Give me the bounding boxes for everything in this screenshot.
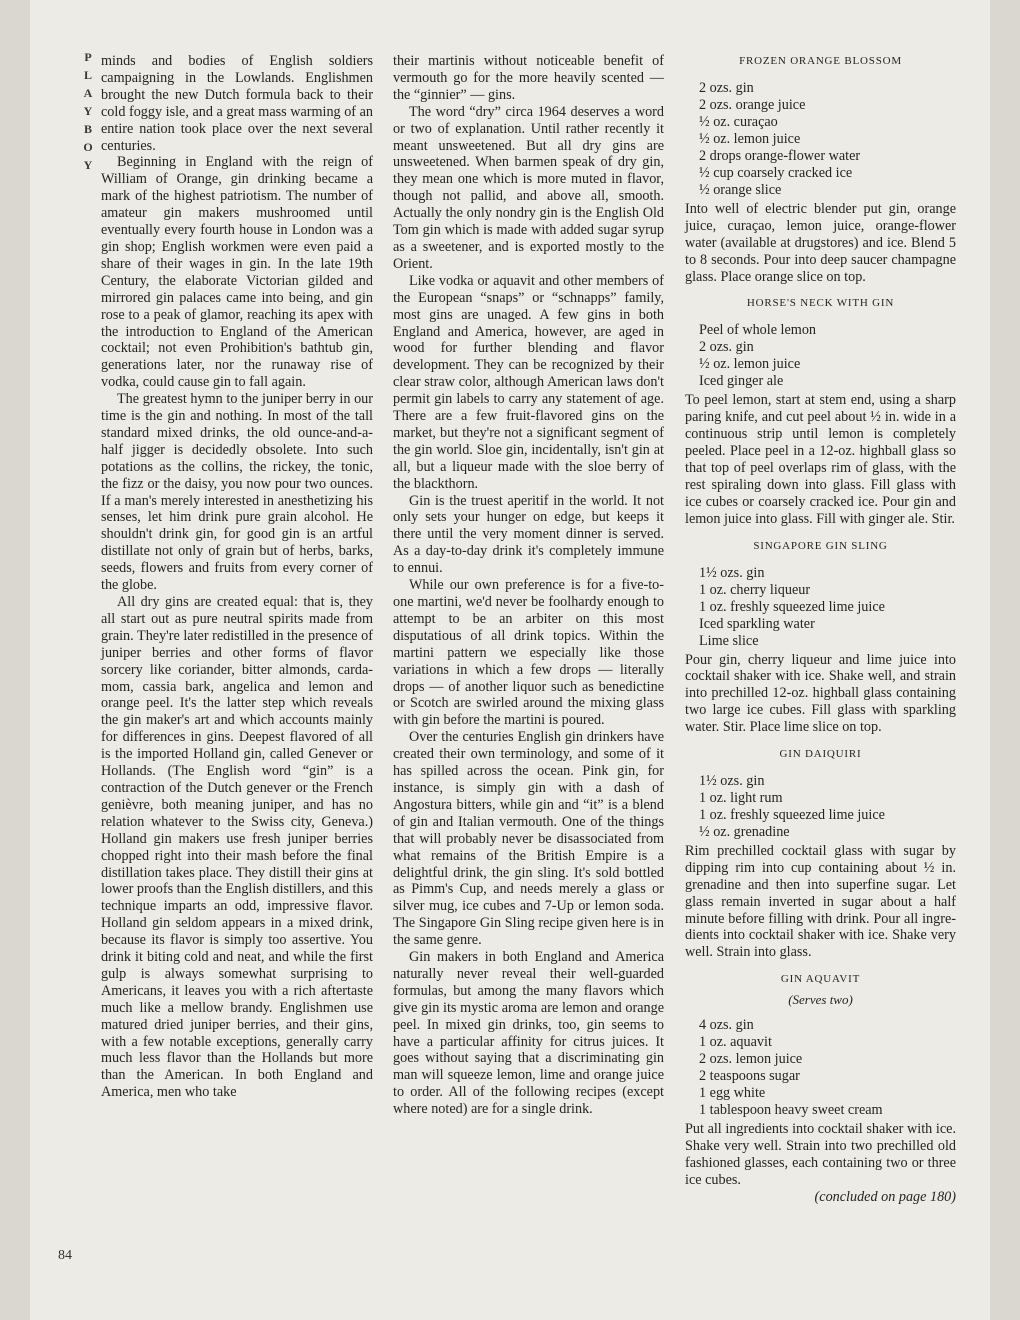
ingredient: 2 drops orange-flower water [699, 147, 861, 164]
recipe-title: FROZEN ORANGE BLOSSOM [739, 55, 902, 67]
text-column-2 [393, 53, 664, 1118]
magazine-name-vertical: P L A Y B O Y [83, 50, 93, 172]
ingredient: ½ oz. lemon juice [699, 130, 801, 147]
ingredient: 1 oz. freshly squeezed lime juice [699, 598, 885, 615]
recipe-instructions: Pour gin, cherry liqueur and lime juice into cocktail shaker with ice. Shake well, and strain into prechilled 12-oz. highball glass containing two large ice cubes. Fill glass with sparkling water. Stir. Place lime slice on top. [685, 651, 956, 736]
recipe-instructions: To peel lemon, start at stem end, using a sharp paring knife, and cut peel about ½ in. wide in a continuous strip until lemon is completely peeled. Place peel in a 12-oz. highball glass so that top of peel overlaps rim of glass, with the rest spiraling down into glass. Fill glass with ice cubes or coarsely cracked ice. Pour gin and lemon juice into glass. Fill with ginger ale. Stir. [685, 392, 956, 527]
ingredient: 2 ozs. orange juice [699, 96, 806, 113]
ingredient-list [685, 80, 956, 199]
ingredient: Lime slice [699, 632, 759, 649]
ingredient: 2 ozs. lemon juice [699, 1051, 803, 1068]
page-number: 84 [58, 1248, 72, 1263]
ingredient: 4 ozs. gin [699, 1017, 754, 1034]
ingredient: ½ oz. curaçao [699, 113, 778, 130]
recipe-instructions: Rim prechilled cocktail glass with sugar by dipping rim into cup containing about ½ in. grenadine and then into superfine sugar. Let glass remain inverted in sugar about a half minute before filling with drink. Pour all ingredients into cocktail shaker with ice. Shake very well. Strain into glass. [685, 842, 956, 961]
paragraph: The greatest hymn to the juniper berry in our time is the gin and nothing. In most of the tall standard mixed drinks, the old ounce-and-a-half jigger is decidedly obsolete. Into such potations as the collins, the rickey, the tonic, the fizz or the daisy, you now pour two ounces. If a man's merely interested in anesthetizing his senses, let him drink pure grain alcohol. He shouldn't drink gin, for good gin is an artful distillate not only of grain but of herbs, barks, seeds, flowers and fruits from every corner of the globe. [101, 391, 373, 594]
paragraph: Gin is the truest aperitif in the world. It not only sets your hunger on edge, but keeps it there until the very moment dinner is served. As a day-to-day drink it's completely immune to ennui. [393, 492, 664, 577]
paragraph: Gin makers in both England and America naturally never reveal their well-guarded formulas, but among the many flavors which give gin its mystic aroma are lemon and orange peel. In mixed gin drinks, too, gin seems to have a particular affinity for citrus juices. It goes without saying that a discriminating gin man will squeeze lemon, lime and orange juice to order. All of the following recipes (except where noted) are for a single drink. [393, 949, 664, 1118]
continued-note: (concluded on page 180) [814, 1188, 956, 1205]
ingredient: 1 oz. cherry liqueur [699, 581, 811, 598]
ingredient-list [685, 773, 956, 841]
ingredient: 2 ozs. gin [699, 339, 754, 356]
recipe-title: HORSE'S NECK WITH GIN [746, 297, 895, 310]
recipe-title: SINGAPORE GIN SLING [753, 539, 888, 552]
ingredient: 1½ ozs. gin [699, 564, 765, 581]
paragraph: Over the centuries English gin drinkers have created their own terminology, and some of it has spilled across the ocean. Pink gin, for instance, is simply gin with a dash of Angostura bitters, while gin and “it” is a blend of gin and Italian vermouth. One of the things that will probably never be disassociated from what remains of the British Empire is a delightful drink, the gin sling. It's sold bottled as Pimm's Cup, and needs merely a glass or silver mug, ice cubes and 7-Up or lemon soda. The Singapore Gin Sling recipe given here is in the same genre. [393, 729, 664, 949]
ingredient: Peel of whole lemon [699, 322, 817, 339]
ingredient: 1 oz. freshly squeezed lime juice [699, 806, 885, 823]
ingredient-list [685, 1017, 956, 1119]
recipe-title: GIN AQUAVIT [780, 973, 861, 986]
recipe-title: GIN DAIQUIRI [779, 748, 862, 761]
ingredient: 2 teaspoons sugar [699, 1068, 800, 1085]
paragraph: While our own preference is for a five-to-one martini, we'd never be foolhardy enough to attempt to be an arbiter on this most disputatious of all drink topics. Within the martini pattern we especially like those variations in which a few drops — literally drops — of another liquor such as benedictine or Scotch are swirled around the mixing glass with gin before the martini is poured. [393, 577, 664, 729]
paragraph: minds and bodies of English soldiers campaigning in the Lowlands. Englishmen brought the new Dutch formula back to their cold foggy isle, and a great mass warming of an entire nation took place over the next several centuries. [101, 53, 373, 154]
paragraph: All dry gins are created equal: that is, they all start out as pure neutral spirits made from grain. They're later redistilled in the presence of juniper berries and other forms of flavor sorcery like coriander, bitter almonds, cardamom, cassia bark, angelica and lemon and orange peel. It's the latter step which reveals the gin maker's art and which accounts mainly for differences in gins. Deepest flavored of all is the imported Holland gin, called Genever or Hollands. (The English word “gin” is a contraction of the Dutch genever or the French genièvre, both meaning juniper, and has no relation whatever to the Swiss city, Geneva.) Holland gin makers use fresh juniper berries chopped right into their mash before the final distillation takes place. They distill their gins at lower proofs than the English distillers, and this technique imparts an odd, impressive flavor. Holland gin seldom appears in a mixed drink, because its flavor is simply too assertive. You drink it biting cold and neat, and while the first gulp is always somewhat surprising to Americans, it leaves you with a rich aftertaste much like a mellow brandy. Englishmen use matured dried juniper berries, and their gins, with a few notable exceptions, generally carry much less flavor than the Hollands but more than the American. In both England and America, men who take [101, 594, 373, 1101]
ingredient: 1 oz. aquavit [699, 1034, 772, 1051]
ingredient: 1 egg white [699, 1085, 766, 1102]
recipe-instructions: Into well of electric blender put gin, orange juice, curaçao, lemon juice, orange-flower water (available at drugstores) and ice. Blend 5 to 8 seconds. Pour into deep saucer champagne glass. Place orange slice on top. [685, 200, 956, 285]
paragraph: their martinis without noticeable benefit of vermouth go for the more heavily scented — the “ginnier” — gins. [393, 53, 664, 103]
ingredient: ½ orange slice [699, 181, 782, 198]
ingredient-list [685, 565, 956, 650]
ingredient-list [685, 322, 956, 390]
ingredient: ½ oz. lemon juice [699, 356, 801, 373]
ingredient: Iced ginger ale [699, 373, 784, 390]
paragraph: Beginning in England with the reign of William of Orange, gin drinking became a mark of the highest patriotism. The number of amateur gin makers mushroomed until eventually every fourth house in London was a gin shop; English workmen were even paid a share of their wages in gin. In the late 19th Century, the elaborate Victorian gilded and mirrored gin palaces came into being, and gin rose to a peak of glamor, reaching its apex with the introduction to England of the American cocktail; not even Prohibition's bathtub gin, generations later, nor the runaway rise of vodka, could cause gin to fall again. [101, 154, 373, 391]
ingredient: 2 ozs. gin [699, 79, 754, 96]
ingredient: Iced sparkling water [699, 615, 815, 632]
text-column-1 [101, 53, 373, 1101]
recipe-column [685, 53, 956, 1206]
ingredient: 1 oz. light rum [699, 789, 783, 806]
paragraph: The word “dry” circa 1964 deserves a word or two of explanation. Until rather recently it meant unsweetened. But all dry gins are unsweetened. When barmen speak of dry gin, they mean one which is more muted in flavor, though not pallid, and above all, smooth. Actually the only nondry gin is the English Old Tom gin which is made with added sugar syrup as a sweetener, and is exported mostly to the Orient. [393, 103, 664, 272]
paragraph: Like vodka or aquavit and other members of the European “snaps” or “schnapps” family, most gins are unaged. A few gins in both England and America, however, are aged in wood for further blending and flavor development. They can be recognized by their clear straw color, although American laws don't permit gin labels to carry any statement of age. There are a few fruit-flavored gins on the market, but they're not a significant segment of the gin world. Sloe gin, incidentally, isn't gin at all, but a liqueur made with the sloe berry of the blackthorn. [393, 272, 664, 492]
ingredient: ½ oz. grenadine [699, 823, 790, 840]
recipe-serves: (Serves two) [788, 992, 853, 1008]
recipe-instructions: Put all ingredients into cocktail shaker with ice. Shake very well. Strain into two prechilled old fashioned glasses, each containing two or three ice cubes. [685, 1121, 956, 1188]
ingredient: 1 tablespoon heavy sweet cream [699, 1102, 883, 1119]
ingredient: 1½ ozs. gin [699, 772, 765, 789]
ingredient: ½ cup coarsely cracked ice [699, 164, 853, 181]
